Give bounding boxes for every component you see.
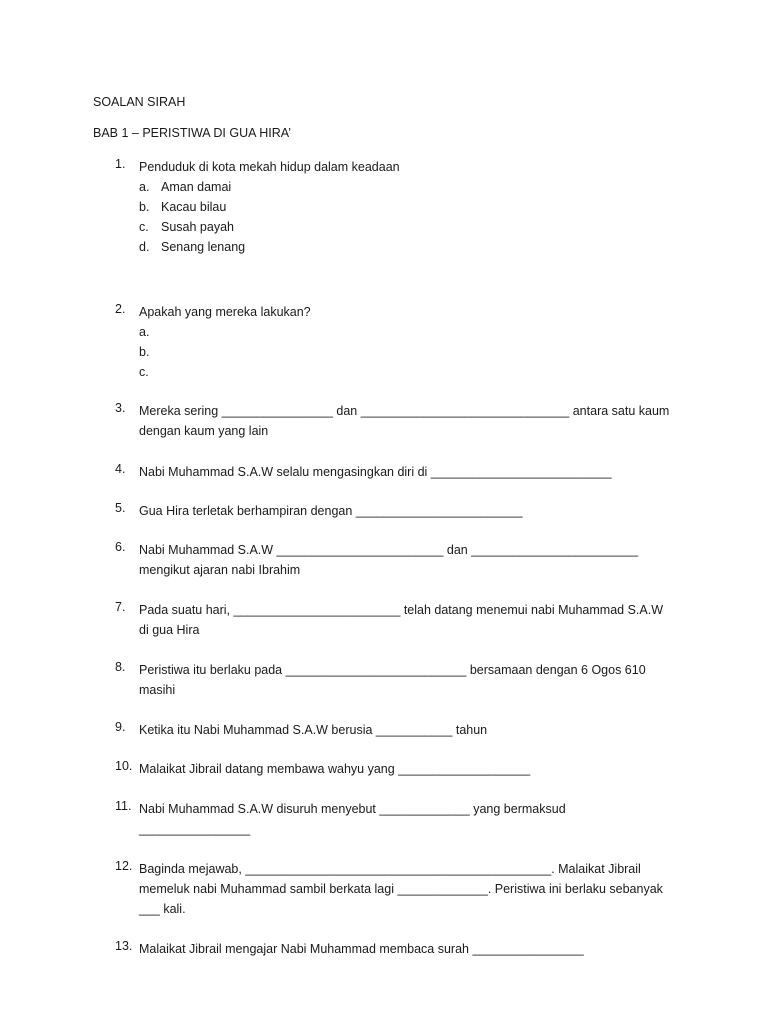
- question-text: Peristiwa itu berlaku pada __________________________ bersamaan dengan 6 Ogos 610 masihi: [139, 663, 646, 697]
- option-a: [139, 177, 675, 197]
- question-text: Malaikat Jibrail mengajar Nabi Muhammad membaca surah ________________: [139, 942, 584, 956]
- option-b: [139, 342, 675, 362]
- option-letter: d.: [139, 240, 150, 254]
- option-letter: a.: [139, 180, 150, 194]
- question-number: 3.: [115, 401, 126, 415]
- question-number: 2.: [115, 302, 126, 316]
- question-7: [115, 600, 675, 640]
- question-number: 11.: [115, 799, 132, 813]
- question-text: Malaikat Jibrail datang membawa wahyu yang ___________________: [139, 762, 531, 776]
- option-c: [139, 217, 675, 237]
- question-number: 5.: [115, 501, 126, 515]
- question-text: Apakah yang mereka lakukan?: [139, 305, 311, 319]
- question-text: Nabi Muhammad S.A.W ________________________ dan ________________________ mengikut ajaran nabi Ibrahim: [139, 543, 639, 577]
- question-1: [115, 157, 675, 257]
- question-text: Gua Hira terletak berhampiran dengan ________________________: [139, 504, 523, 518]
- option-list: [139, 177, 675, 257]
- question-text: Nabi Muhammad S.A.W selalu mengasingkan diri di __________________________: [139, 465, 612, 479]
- question-13: [115, 939, 675, 959]
- option-c: [139, 362, 675, 382]
- option-letter: a.: [139, 325, 150, 339]
- question-number: 1.: [115, 157, 126, 171]
- option-text: Senang lenang: [161, 240, 246, 254]
- option-text: Susah payah: [161, 220, 234, 234]
- option-b: [139, 197, 675, 217]
- question-12: [115, 859, 675, 919]
- question-text: Baginda mejawab, ____________________________________________. Malaikat Jibrail memeluk nabi Muhammad sambil berkata lagi _____________. Peristiwa ini berlaku sebanyak ___ kali.: [139, 862, 663, 916]
- option-a: [139, 322, 675, 342]
- question-11: [115, 799, 675, 839]
- question-8: [115, 660, 675, 700]
- question-5: [115, 501, 675, 521]
- option-text: Aman damai: [161, 180, 232, 194]
- question-number: 9.: [115, 720, 126, 734]
- option-text: Kacau bilau: [161, 200, 227, 214]
- question-text: Pada suatu hari, ________________________ telah datang menemui nabi Muhammad S.A.W di gua Hira: [139, 603, 663, 637]
- option-letter: c.: [139, 365, 149, 379]
- option-list: [139, 322, 675, 382]
- question-number: 4.: [115, 462, 126, 476]
- question-number: 8.: [115, 660, 126, 674]
- question-6: [115, 540, 675, 580]
- question-text: Nabi Muhammad S.A.W disuruh menyebut _____________ yang bermaksud ________________: [139, 802, 566, 836]
- option-letter: c.: [139, 220, 149, 234]
- question-4: [115, 462, 675, 482]
- chapter-title: BAB 1 – PERISTIWA DI GUA HIRA’: [93, 126, 291, 140]
- document-title: SOALAN SIRAH: [93, 95, 186, 109]
- option-letter: b.: [139, 345, 150, 359]
- question-text: Ketika itu Nabi Muhammad S.A.W berusia ___________ tahun: [139, 723, 488, 737]
- question-9: [115, 720, 675, 740]
- question-number: 6.: [115, 540, 126, 554]
- question-3: [115, 401, 675, 441]
- option-letter: b.: [139, 200, 150, 214]
- question-number: 7.: [115, 600, 126, 614]
- question-text: Mereka sering ________________ dan ______________________________ antara satu kaum dengan kaum yang lain: [139, 404, 670, 438]
- question-number: 12.: [115, 859, 133, 873]
- question-2: [115, 302, 675, 382]
- option-d: [139, 237, 675, 257]
- question-number: 13.: [115, 939, 133, 953]
- question-10: [115, 759, 675, 779]
- question-text: Penduduk di kota mekah hidup dalam keadaan: [139, 160, 400, 174]
- question-number: 10.: [115, 759, 133, 773]
